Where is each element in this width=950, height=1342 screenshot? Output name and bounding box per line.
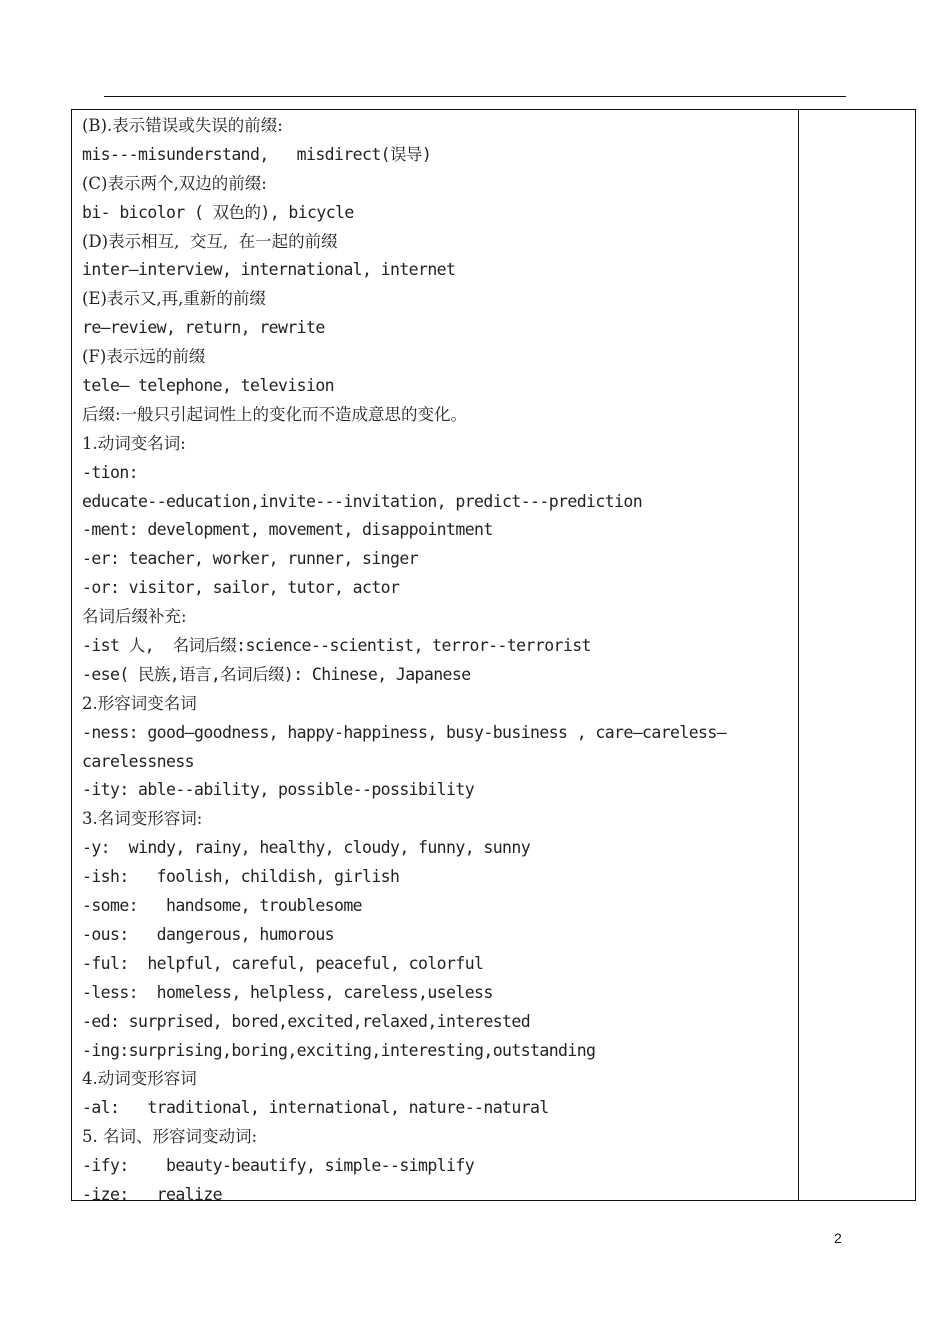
text-line: -al: traditional, international, nature--natural (82, 1098, 549, 1118)
text-line: -ous: dangerous, humorous (82, 924, 335, 944)
text-line: -tion: (82, 462, 139, 482)
text-line: 后缀:一般只引起词性上的变化而不造成意思的变化。 (82, 404, 468, 424)
column-divider (798, 109, 799, 1201)
text-line: inter—interview, international, internet (82, 260, 456, 280)
text-line: 3.名词变形容词: (82, 809, 203, 829)
text-line: -ness: good—goodness, happy-happiness, busy-business , care—careless— (82, 722, 727, 742)
text-line: -ese( 民族,语言,名词后缀): Chinese, Japanese (82, 664, 471, 684)
text-line: -less: homeless, helpless, careless,useless (82, 982, 493, 1002)
text-line: -ed: surprised, bored,excited,relaxed,interested (82, 1011, 531, 1031)
text-line: -some: handsome, troublesome (82, 896, 363, 916)
table-content-cell (82, 112, 794, 1210)
text-line: (C)表示两个,双边的前缀: (82, 173, 267, 193)
text-line: tele– telephone, television (82, 376, 335, 396)
header-rule (104, 96, 846, 97)
text-line: -ify: beauty-beautify, simple--simplify (82, 1156, 475, 1176)
text-line: -ity: able--ability, possible--possibility (82, 780, 475, 800)
text-line: mis---misunderstand, misdirect(误导) (82, 144, 432, 164)
text-line: 4.动词变形容词 (82, 1069, 197, 1089)
text-line: 2.形容词变名词 (82, 693, 197, 713)
text-line: -ing:surprising,boring,exciting,interesting,outstanding (82, 1040, 596, 1060)
text-line: bi- bicolor ( 双色的), bicycle (82, 202, 354, 222)
text-line: (D)表示相互, 交互, 在一起的前缀 (82, 231, 338, 251)
text-line: -ful: helpful, careful, peaceful, colorful (82, 953, 484, 973)
text-line: -ment: development, movement, disappointment (82, 520, 493, 540)
text-line: carelessness (82, 751, 195, 771)
text-line: (F)表示远的前缀 (82, 347, 206, 367)
text-line: educate--education,invite---invitation, predict---prediction (82, 491, 643, 511)
text-line: 1.动词变名词: (82, 433, 186, 453)
text-line: (B).表示错误或失误的前缀: (82, 116, 283, 135)
text-line: -ist 人, 名词后缀:science--scientist, terror--terrorist (82, 636, 591, 656)
text-line: -y: windy, rainy, healthy, cloudy, funny, sunny (82, 838, 531, 858)
text-line: -ish: foolish, childish, girlish (82, 867, 400, 887)
text-line: re—review, return, rewrite (82, 318, 325, 338)
text-line: -or: visitor, sailor, tutor, actor (82, 578, 400, 598)
text-line: 名词后缀补充: (82, 607, 187, 627)
text-line: -ize: realize (82, 1184, 223, 1204)
page-number: 2 (834, 1230, 842, 1246)
text-line: 5. 名词、形容词变动词: (82, 1127, 258, 1147)
text-line: -er: teacher, worker, runner, singer (82, 549, 419, 569)
text-line: (E)表示又,再,重新的前缀 (82, 289, 266, 309)
